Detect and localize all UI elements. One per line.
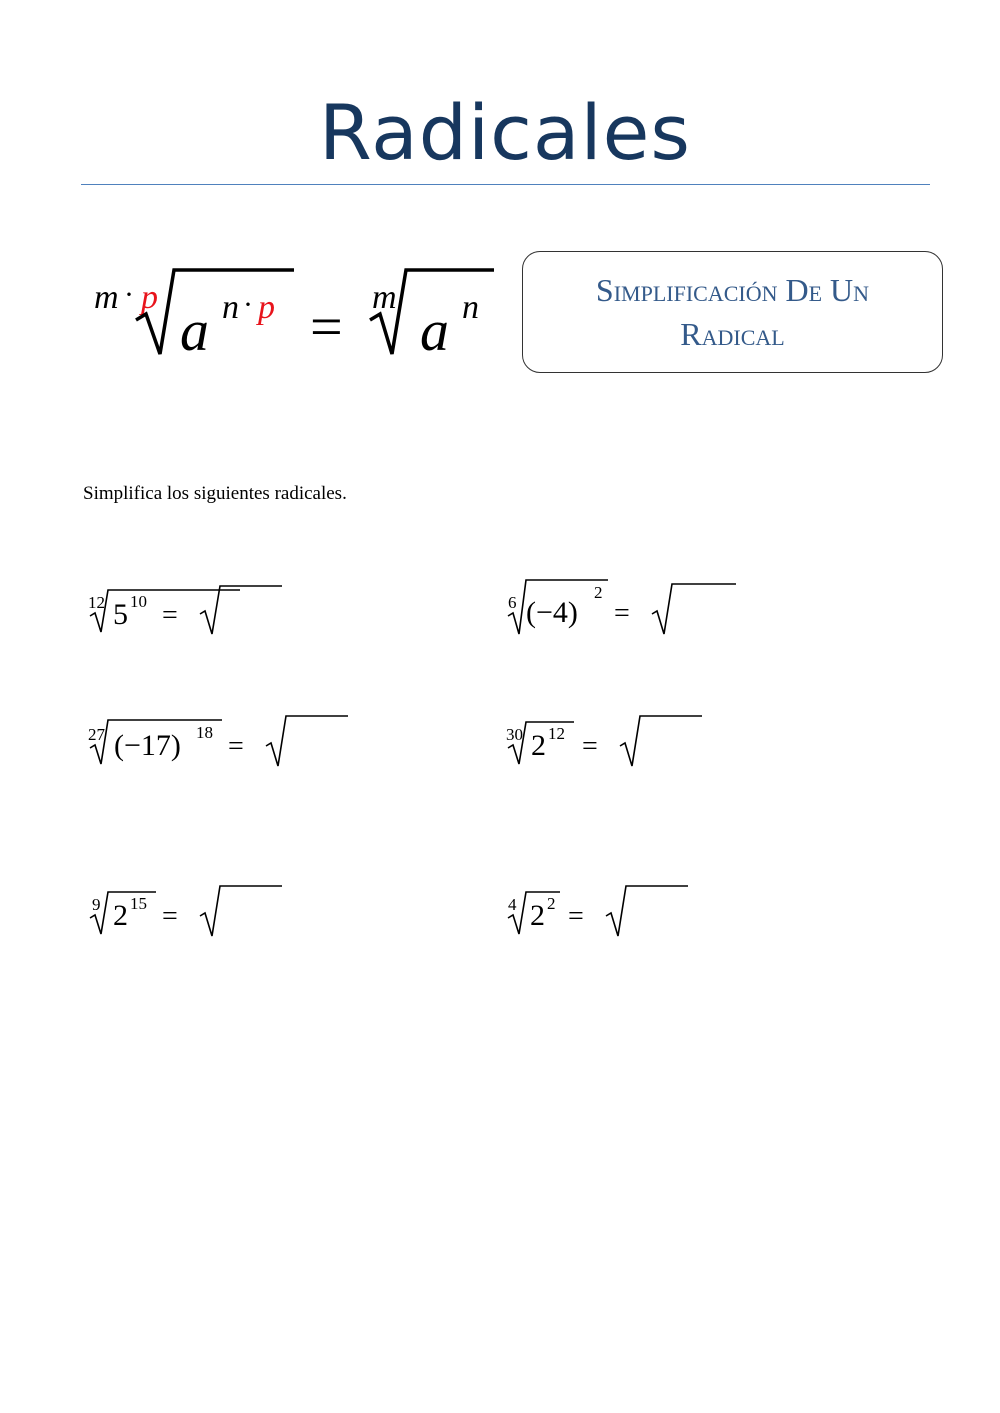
exercise-equals: =: [568, 901, 584, 932]
exercise-base: 2: [113, 899, 128, 932]
answer-radical-input[interactable]: [620, 716, 702, 766]
lhs-index-p: p: [141, 279, 158, 316]
exercise-exponent: 2: [594, 583, 603, 602]
lhs-exp-n: n: [222, 289, 239, 326]
exercise-base: 2: [531, 729, 546, 762]
rhs-index: m: [372, 279, 397, 316]
exercise-base: (−17): [114, 729, 181, 762]
lhs-base: a: [180, 298, 209, 363]
exercise-equals: =: [228, 731, 244, 762]
exercise-base: (−4): [526, 596, 578, 629]
answer-radical-input[interactable]: [606, 886, 688, 936]
answer-radical-input[interactable]: [200, 586, 282, 634]
title-underline: [81, 184, 930, 185]
rule-equals: =: [310, 294, 343, 359]
exercise-exponent: 18: [196, 723, 213, 742]
simplification-rule-formula: [88, 258, 508, 368]
exercise-exponent: 2: [547, 894, 556, 913]
exercise-2: [504, 574, 744, 642]
exercise-equals: =: [162, 600, 178, 631]
exercise-index: 12: [88, 593, 105, 612]
answer-radical-input[interactable]: [266, 716, 348, 766]
exercise-base: 5: [113, 598, 128, 631]
exercise-exponent: 15: [130, 894, 147, 913]
answer-radical-input[interactable]: [200, 886, 282, 936]
lhs-exp-p: p: [258, 289, 275, 326]
exercise-equals: =: [614, 598, 630, 629]
exercise-index: 27: [88, 725, 105, 744]
exercise-5: [86, 880, 296, 944]
exercise-3: [86, 710, 356, 774]
answer-radical-input[interactable]: [652, 584, 736, 634]
exercise-4: [504, 710, 714, 774]
rule-name-label: Simplificación De Un Radical: [595, 272, 870, 352]
page-title: Radicales: [319, 88, 691, 177]
exercise-index: 9: [92, 895, 101, 914]
rhs-base: a: [420, 298, 449, 363]
exercise-exponent: 10: [130, 592, 147, 611]
rhs-exp: n: [462, 289, 479, 326]
exercise-1: [86, 578, 296, 642]
exercise-index: 30: [506, 725, 523, 744]
exercise-index: 6: [508, 593, 517, 612]
exercise-base: 2: [530, 899, 545, 932]
exercise-index: 4: [508, 895, 517, 914]
lhs-index-m: m: [94, 279, 119, 316]
exercise-equals: =: [162, 901, 178, 932]
exercise-equals: =: [582, 731, 598, 762]
lhs-index-dot: ·: [124, 278, 134, 311]
lhs-exp-dot: ·: [243, 288, 253, 321]
exercise-exponent: 12: [548, 724, 565, 743]
instruction-text: Simplifica los siguientes radicales.: [83, 483, 347, 504]
rule-name-box: [522, 251, 943, 373]
exercise-6: [504, 880, 704, 944]
